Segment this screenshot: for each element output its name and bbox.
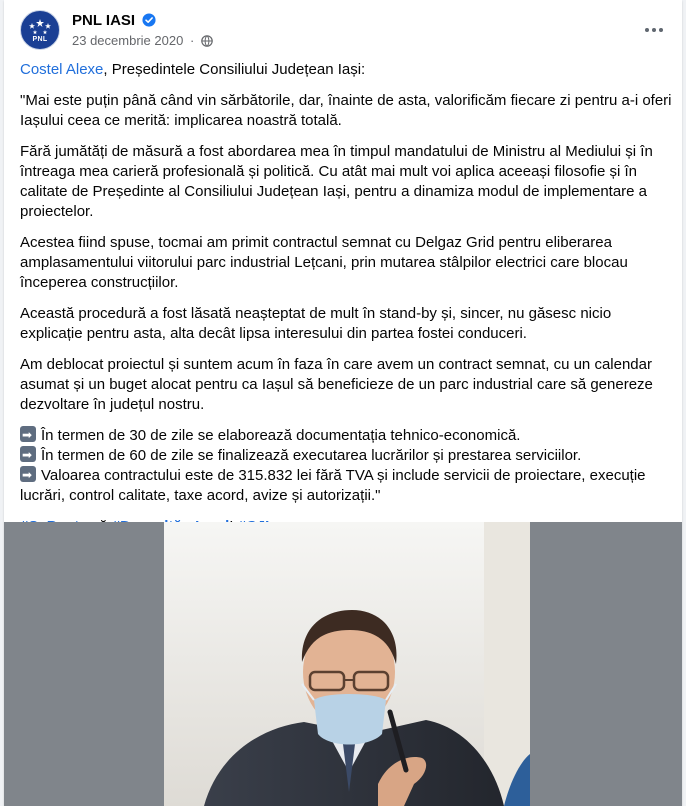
right-arrow-icon [20,446,36,462]
post-body [20,60,672,548]
stars-logo-icon [27,18,53,38]
post-intro [20,60,672,80]
post-header [16,10,670,52]
right-arrow-icon [20,426,36,442]
right-arrow-icon [20,466,36,482]
bullet-text: Valoarea contractului este de 315.832 lei fără TVA și include servicii de proiectare, execuție lucrări, control calitate, taxe acord, avize și autorizații." [20,467,646,504]
post-date[interactable]: 23 decembrie 2020 [72,33,184,48]
bullet-list [20,426,672,506]
post-meta [72,33,213,48]
page-name-text[interactable]: PNL IASI [72,12,136,29]
globe-icon[interactable] [201,35,213,47]
author-role: , Președintele Consiliului Județean Iași: [103,61,366,78]
verified-badge-icon [142,13,156,27]
paragraph: Am deblocat proiectul și suntem acum în faza în care avem un contract semnat, cu un calendar asumat și un buget alocat pentru ca Iașul să beneficieze de un parc industrial care să genereze dezvoltare în județul nostru. [20,356,653,413]
bullet-item [20,426,672,446]
more-options-icon[interactable] [638,14,670,46]
bullet-text: În termen de 60 de zile se finalizează executarea lucrărilor și prestarea serviciilor. [41,447,582,464]
avatar-logo-text: PNL [32,35,48,43]
post-card [4,0,682,806]
post-photo[interactable] [164,522,530,806]
paragraph: Fără jumătăți de măsură a fost abordarea mea în timpul mandatului de Ministru al Mediului și în întreaga mea carieră profesională și politică. Cu atât mai mult voi aplica aceeași filosofie și în calitate de Președinte al Consiliului Județean Iași, pentru a dinamiza modul de implementare a proiectelor. [20,143,653,220]
paragraph: Această procedură a fost lăsată neașteptat de mult în stand-by și, sincer, nu găsesc nicio explicație pentru asta, alta decât lipsa interesului din partea fostei conduceri. [20,305,612,342]
page-avatar[interactable] [20,10,60,50]
post-media[interactable] [4,522,682,806]
page-name[interactable] [72,12,156,29]
paragraph: Acestea fiind spuse, tocmai am primit contractul semnat cu Delgaz Grid pentru eliberarea amplasamentului viitorului parc industrial Lețcani, prin mutarea stâlpilor electrici care blocau începerea construcțiilor. [20,234,628,291]
meta-separator: · [189,33,195,48]
person-photo-illustration [164,522,530,806]
bullet-item [20,466,672,506]
bullet-text: În termen de 30 de zile se elaborează documentația tehnico-economică. [41,427,521,444]
author-link[interactable]: Costel Alexe [20,61,104,78]
paragraph: "Mai este puțin până când vin sărbătorile, dar, înainte de asta, valorificăm fiecare zi pentru a-i oferi Iașului ceea ce merită: implicarea noastră totală. [20,92,672,129]
bullet-item [20,446,672,466]
